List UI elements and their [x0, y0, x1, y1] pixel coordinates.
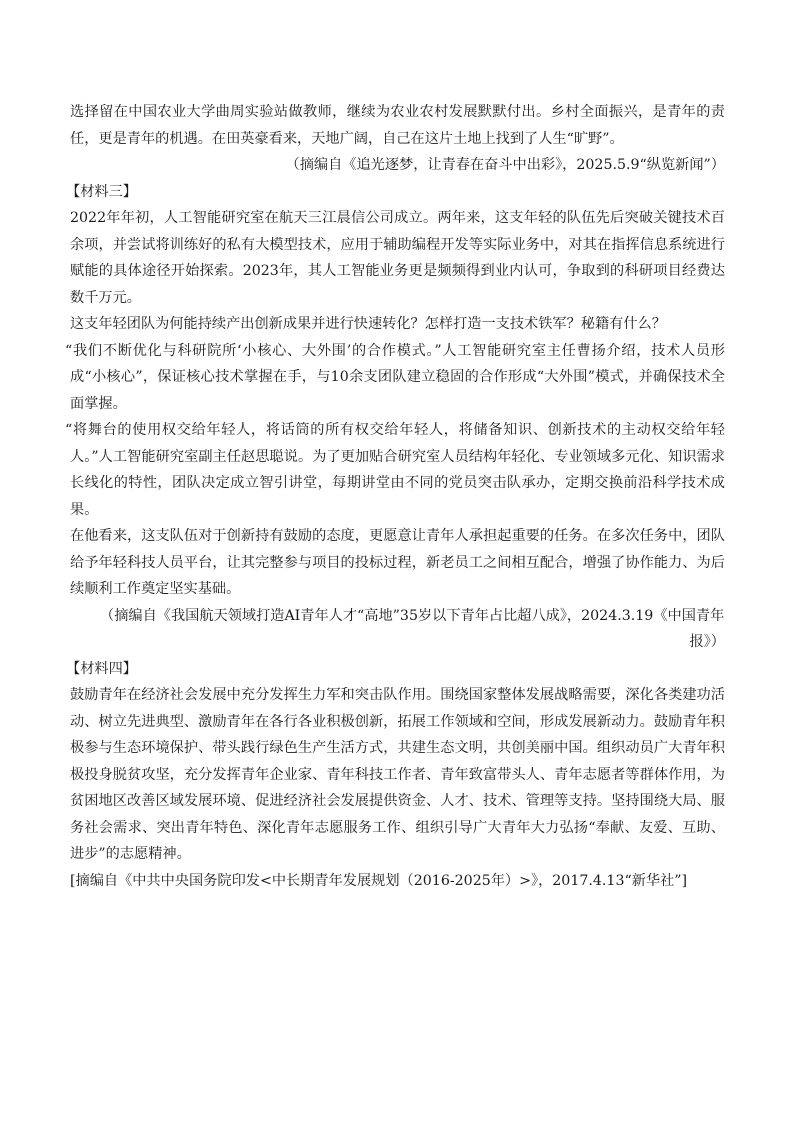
material4-paragraph-1: 鼓励青年在经济社会发展中充分发挥生力军和突击队作用。围绕国家整体发展战略需要，深化各类建功活动、树立先进典型、激励青年在各行各业积极创新，拓展工作领域和空间，形成发展新动力。鼓励青年积极参与生态环境保护、带头践行绿色生产生活方式，共建生态文明，共创美丽中国。组织动员广大青年积极投身脱贫攻坚，充分发挥青年企业家、青年科技工作者、青年致富带头人、青年志愿者等群体作用，为贫困地区改善区域发展环境、促进经济社会发展提供资金、人才、技术、管理等支持。坚持围绕大局、服务社会需求、突出青年特色、深化青年志愿服务工作、组织引导广大青年大力弘扬“奉献、友爱、互助、进步”的志愿精神。 [70, 687, 725, 862]
intro-paragraph: 选择留在中国农业大学曲周实验站做教师，继续为农业农村发展默默付出。乡村全面振兴，是青年的责任，更是青年的机遇。在田英豪看来，天地广阔，自己在这片土地上找到了人生“旷野”。 [70, 104, 725, 147]
intro-source: （摘编自《追光逐梦，让青春在奋斗中出彩》，2025.5.9“纵览新闻”） [285, 157, 725, 173]
material3-paragraph-1: 2022年年初，人工智能研究室在航天三江晨信公司成立。两年来，这支年轻的队伍先后突破关键技术百余项，并尝试将训练好的私有大模型技术，应用于辅助编程开发等实际业务中，对其在指挥信息系统进行赋能的具体途径开始探索。2023年，其人工智能业务更是频频得到业内认可，争取到的科研项目经费达数千万元。 [70, 210, 725, 306]
material3-source: （摘编自《我国航天领域打造AI青年人才“高地”35岁以下青年占比超八成》，2024.3.19《中国青年 [100, 607, 725, 624]
material3-paragraph-3: “我们不断优化与科研院所‘小核心、大外围’的合作模式。”人工智能研究室主任曹扬介绍，技术人员形成“小核心”，保证核心技术掌握在手，与10余支团队建立稳固的合作形成“大外围”模式，并确保技术全面掌握。 [65, 342, 725, 412]
material3-source-tail: 报》） [689, 634, 725, 650]
material3-paragraph-4: “将舞台的使用权交给年轻人，将话筒的所有权交给年轻人，将储备知识、创新技术的主动权交给年轻人。”人工智能研究室副主任赵思聪说。为了更加贴合研究室人员结构年轻化、专业领域多元化、知识需求长线化的特性，团队决定成立智引讲堂，每期讲堂由不同的党员突击队承办，定期交换前沿科学技术成果。 [65, 422, 725, 518]
material3-paragraph-2: 这支年轻团队为何能持续产出创新成果并进行快速转化？怎样打造一支技术铁军？秘籍有什么？ [70, 316, 666, 332]
material4-heading: 【材料四】 [66, 660, 137, 677]
material3-paragraph-5: 在他看来，这支队伍对于创新持有鼓励的态度，更愿意让青年人承担起重要的任务。在多次任务中，团队给予年轻科技人员平台，让其完整参与项目的投标过程，新老员工之间相互配合，增强了协作能力、为后续顺利工作奠定坚实基础。 [70, 528, 725, 597]
material3-heading: 【材料三】 [66, 183, 137, 200]
document-page [65, 99, 725, 894]
material4-source: [摘编自《中共中央国务院印发<中长期青年发展规划（2016-2025年）>》，2017.4.13“新华社”] [70, 872, 688, 889]
